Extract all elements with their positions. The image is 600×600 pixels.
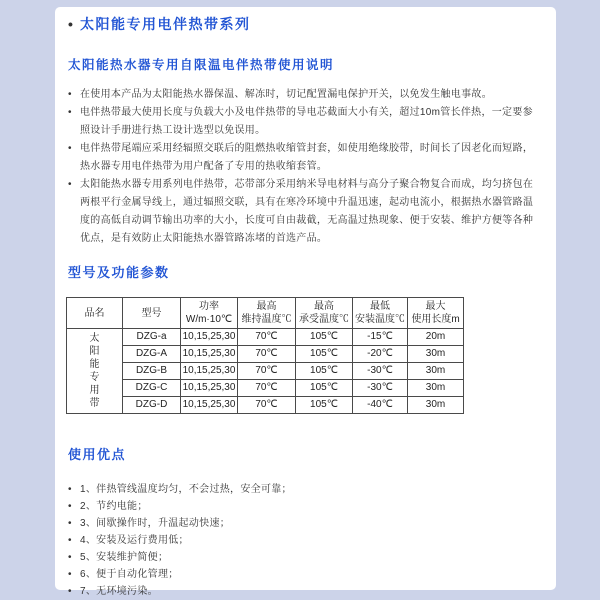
bullet-icon: • bbox=[68, 518, 72, 529]
list-item bbox=[68, 549, 538, 566]
cell-install: -40℃ bbox=[353, 397, 408, 414]
cell-maintain: 70℃ bbox=[238, 380, 296, 397]
bullet-icon: • bbox=[68, 107, 72, 118]
cell-install: -20℃ bbox=[353, 346, 408, 363]
cell-length: 30m bbox=[408, 363, 464, 380]
cell-install: -15℃ bbox=[353, 329, 408, 346]
col-header-model: 型号 bbox=[123, 298, 181, 329]
intro-bullet-1-text: 在使用本产品为太阳能热水器保温、解冻时，切记配置漏电保护开关，以免发生触电事故。 bbox=[80, 89, 492, 100]
list-item bbox=[68, 566, 538, 583]
col-header-maintain-temp: 最高 维持温度℃ bbox=[238, 298, 296, 329]
cell-withstand: 105℃ bbox=[296, 329, 353, 346]
col-header-category: 品名 bbox=[67, 298, 123, 329]
intro-bullet-4-text: 太阳能热水器专用系列电伴热带，芯带部分采用纳米导电材料与高分子聚合物复合而成，均匀挤包在两根平行金属导线上，通过辐照交联，具有在寒冷环境中升温迅速，起动电流小，根据热水器管路温度的高低自动调节输出功率的大小，长度可自由裁截，无高温过热现象、便于安装、维护方便等各种优点，是有效防止太阳能热水器管路冻堵的首选产品。 bbox=[80, 179, 534, 244]
cell-withstand: 105℃ bbox=[296, 380, 353, 397]
cell-length: 20m bbox=[408, 329, 464, 346]
bullet-icon: • bbox=[68, 179, 72, 190]
bullet-icon: • bbox=[68, 569, 72, 580]
intro-bullet-1 bbox=[68, 86, 538, 104]
cell-power: 10,15,25,30 bbox=[181, 397, 238, 414]
bullet-icon: • bbox=[68, 586, 72, 597]
category-vertical-text: 太阳能专用带 bbox=[89, 333, 100, 409]
cell-length: 30m bbox=[408, 346, 464, 363]
cell-model: DZG-A bbox=[123, 346, 181, 363]
col-header-install-temp: 最低 安装温度℃ bbox=[353, 298, 408, 329]
cell-power: 10,15,25,30 bbox=[181, 346, 238, 363]
advantages-section-title: 使用优点 bbox=[68, 447, 127, 462]
list-item bbox=[68, 583, 538, 600]
bullet-icon: • bbox=[68, 484, 72, 495]
col-header-withstand-temp: 最高 承受温度℃ bbox=[296, 298, 353, 329]
intro-bullet-3-text: 电伴热带尾端应采用经辐照交联后的阻燃热收缩管封套，如使用绝缘胶带，时间长了因老化而短路，热水器专用电伴热带为用户配备了专用的热收缩套管。 bbox=[80, 143, 534, 172]
intro-bullet-2-text: 电伴热带最大使用长度与负载大小及电伴热带的导电芯截面大小有关，超过10m管长伴热，一定要参照设计手册进行热工设计选型以免误用。 bbox=[80, 107, 533, 136]
cell-power: 10,15,25,30 bbox=[181, 380, 238, 397]
intro-bullet-4 bbox=[68, 176, 538, 248]
bullet-icon: • bbox=[68, 16, 75, 32]
page-title bbox=[68, 14, 538, 34]
table-row bbox=[67, 346, 464, 363]
advantage-text: 3、间歇操作时，升温起动快速； bbox=[80, 518, 231, 529]
cell-model: DZG-a bbox=[123, 329, 181, 346]
cell-maintain: 70℃ bbox=[238, 397, 296, 414]
table-row bbox=[67, 380, 464, 397]
cell-maintain: 70℃ bbox=[238, 363, 296, 380]
page-title-text: 太阳能专用电伴热带系列 bbox=[80, 16, 251, 32]
col-header-power: 功率 W/m·10℃ bbox=[181, 298, 238, 329]
cell-install: -30℃ bbox=[353, 363, 408, 380]
advantage-text: 1、伴热管线温度均匀，不会过热，安全可靠； bbox=[80, 484, 292, 495]
cell-install: -30℃ bbox=[353, 380, 408, 397]
bullet-icon: • bbox=[68, 143, 72, 154]
cell-withstand: 105℃ bbox=[296, 363, 353, 380]
table-row bbox=[67, 397, 464, 414]
advantage-text: 6、便于自动化管理； bbox=[80, 569, 179, 580]
list-item bbox=[68, 481, 538, 498]
spec-table bbox=[66, 297, 464, 414]
intro-bullet-2 bbox=[68, 104, 538, 140]
advantages-list bbox=[68, 481, 538, 600]
category-cell bbox=[67, 329, 123, 414]
bullet-icon: • bbox=[68, 501, 72, 512]
cell-maintain: 70℃ bbox=[238, 329, 296, 346]
advantage-text: 4、安装及运行费用低； bbox=[80, 535, 189, 546]
cell-maintain: 70℃ bbox=[238, 346, 296, 363]
bullet-icon: • bbox=[68, 552, 72, 563]
content-panel bbox=[55, 7, 556, 597]
table-header-row bbox=[67, 298, 464, 329]
cell-withstand: 105℃ bbox=[296, 397, 353, 414]
table-row bbox=[67, 363, 464, 380]
cell-model: DZG-C bbox=[123, 380, 181, 397]
cell-power: 10,15,25,30 bbox=[181, 363, 238, 380]
cell-power: 10,15,25,30 bbox=[181, 329, 238, 346]
cell-length: 30m bbox=[408, 397, 464, 414]
advantage-text: 2、节约电能； bbox=[80, 501, 148, 512]
intro-bullet-3 bbox=[68, 140, 538, 176]
bullet-icon: • bbox=[68, 89, 72, 100]
table-row bbox=[67, 329, 464, 346]
list-item bbox=[68, 498, 538, 515]
advantage-text: 7、无环境污染。 bbox=[80, 586, 158, 597]
cell-withstand: 105℃ bbox=[296, 346, 353, 363]
usage-subtitle: 太阳能热水器专用自限温电伴热带使用说明 bbox=[68, 58, 335, 72]
list-item bbox=[68, 532, 538, 549]
list-item bbox=[68, 515, 538, 532]
advantage-text: 5、安装维护简便； bbox=[80, 552, 169, 563]
intro-paragraphs bbox=[68, 86, 538, 248]
bullet-icon: • bbox=[68, 535, 72, 546]
cell-model: DZG-B bbox=[123, 363, 181, 380]
spec-section-title: 型号及功能参数 bbox=[68, 265, 170, 280]
col-header-max-length: 最大 使用长度m bbox=[408, 298, 464, 329]
cell-length: 30m bbox=[408, 380, 464, 397]
cell-model: DZG-D bbox=[123, 397, 181, 414]
